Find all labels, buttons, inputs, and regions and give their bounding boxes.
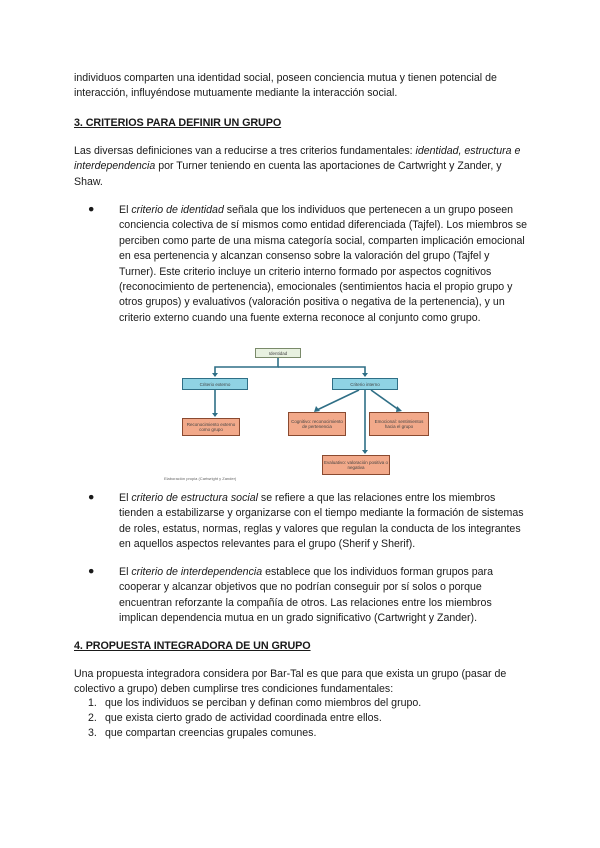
section-4-paragraph: Una propuesta integradora considera por Bar-Tal es que para que exista un grupo (pasar de colectivo a grupo) deben cumplirse tres condiciones fundamentales: [74, 668, 507, 696]
diagram-node-criterio-interno: Criterio interno [332, 378, 398, 390]
list-item-text: que exista cierto grado de actividad coordinada entre ellos. [105, 711, 382, 724]
list-item-number: 1. [88, 697, 97, 709]
list-item [88, 696, 528, 711]
diagram-node-criterio-externo: Criterio externo [182, 378, 248, 390]
section-4-heading: 4. PROPUESTA INTEGRADORA DE UN GRUPO [74, 640, 311, 652]
section-3-heading: 3. CRITERIOS PARA DEFINIR UN GRUPO [74, 117, 282, 129]
bullet-estructura [88, 491, 528, 553]
list-item-text: que compartan creencias grupales comunes. [105, 726, 317, 739]
list-item-number: 2. [88, 711, 97, 724]
diagram-node-identidad: Identidad [255, 348, 301, 358]
list-item [88, 711, 528, 726]
bullet-estructura-text: El criterio de estructura social se refiere a que las relaciones entre los miembros tienden a estabilizarse y organizarse con el tiempo mediante la formación de sistemas de roles, estatus, normas, reglas y valores que regulan la conducta de los integrantes en aquellos aspectos relevantes para el grupo (Sherif y Sherif). [119, 492, 524, 551]
bullet-interdependencia [88, 565, 528, 627]
bullet-dot: ● [88, 491, 95, 503]
diagram-node-emocional: Emocional: sentimientos hacia el grupo [369, 412, 429, 436]
list-item-number: 3. [88, 726, 97, 739]
diagram-node-evaluativo: Evaluativo: valoración positiva o negativa [322, 455, 390, 475]
intro-paragraph: individuos comparten una identidad social, poseen conciencia mutua y tienen potencial de interacción, influyéndose mutuamente mediante la interacción social. [74, 72, 497, 100]
list-item [88, 726, 528, 741]
bullet-dot: ● [88, 203, 95, 215]
identity-diagram [164, 340, 444, 485]
diagram-node-reconocimiento: Reconocimiento externo como grupo [182, 418, 240, 436]
diagram-caption: Elaboración propia (Cartwright y Zander) [164, 476, 237, 481]
bullet-identidad [88, 203, 528, 326]
bullet-interdependencia-text: El criterio de interdependencia establece que los individuos forman grupos para cooperar y alcanzar objetivos que no podrían conseguir por sí solos o porque encuentran reforzante la compañía de otros. Las relaciones entre los miembros implican dependencia mutua en un grado significativo (Cartwright y Zander). [119, 566, 493, 625]
section-3-paragraph: Las diversas definiciones van a reducirse a tres criterios fundamentales: identidad, estructura e interdependencia por Turner teniendo en cuenta las aportaciones de Cartwright y Zander, y Shaw. [74, 145, 521, 188]
bullet-identidad-text: El criterio de identidad señala que los individuos que pertenecen a un grupo poseen conciencia colectiva de sí mismos como entidad diferenciada (Tajfel). Los miembros se perciben como parte de una misma categoría social, comparten implicación emocional en esa pertenencia y alcanzan consenso sobre la valoración del grupo (Tajfel y Turner). Este criterio incluye un criterio interno formado por aspectos cognitivos (reconocimiento de pertenencia), emocionales (sentimientos hacia el propio grupo y otros grupos) y evaluativos (valoración positiva o negativa de la pertenencia), y un criterio externo cuando una fuente externa reconoce al conjunto como grupo. [119, 204, 528, 324]
diagram-node-cognitivo: Cognitivo: reconocimiento de pertenencia [288, 412, 346, 436]
bullet-dot: ● [88, 565, 95, 577]
conditions-list [88, 696, 528, 740]
list-item-text: que los individuos se perciban y definan como miembros del grupo. [105, 697, 422, 709]
